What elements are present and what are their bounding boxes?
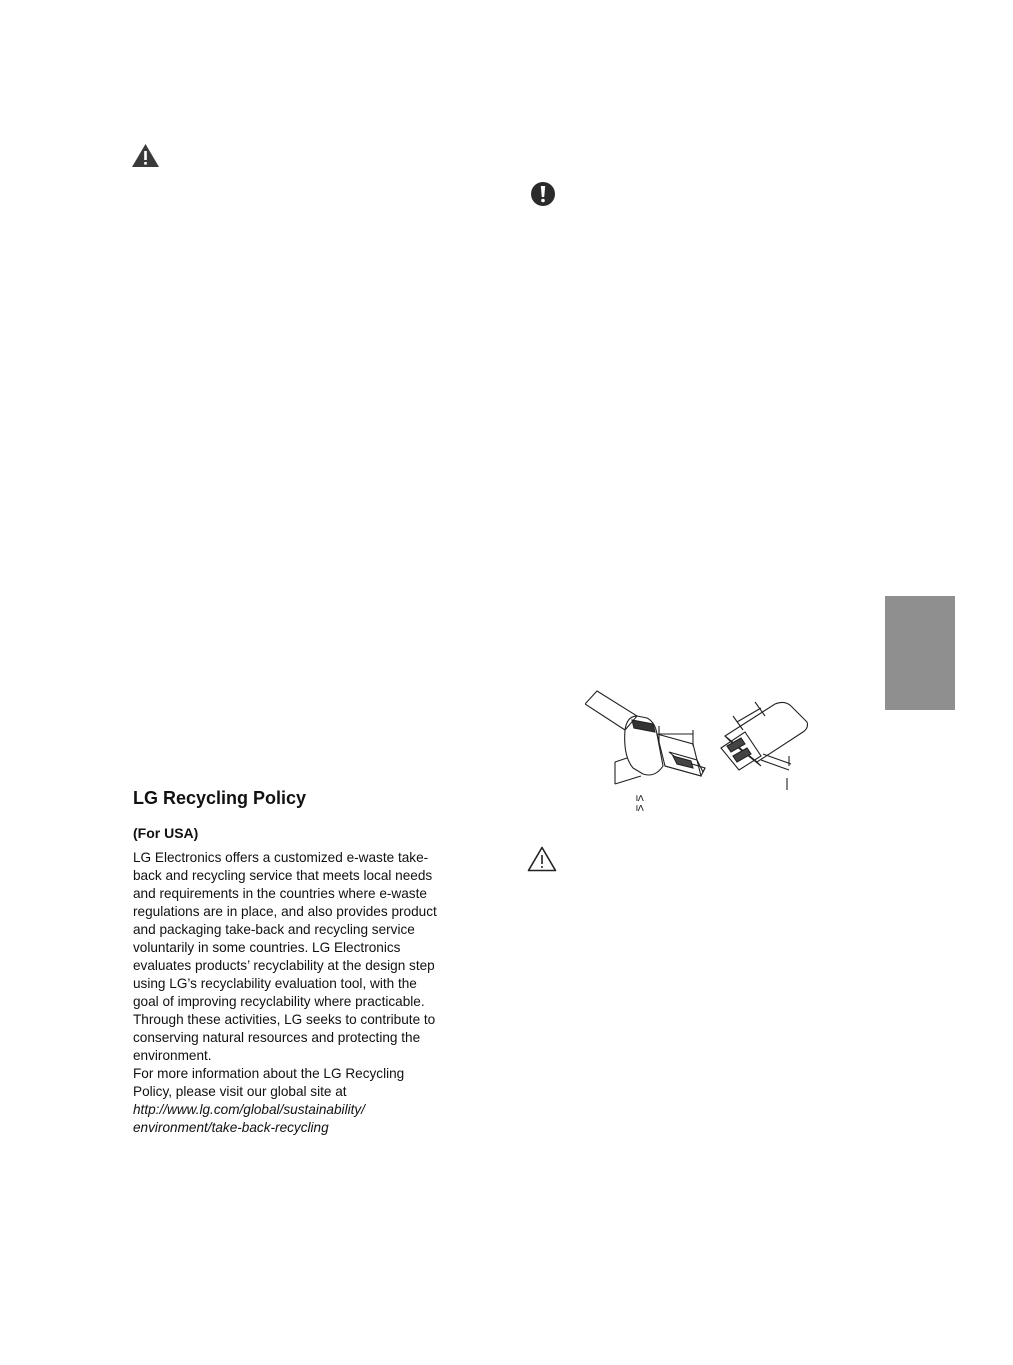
caution-icon	[527, 846, 557, 872]
paragraph-line: For more information about the LG Recycling	[133, 1066, 405, 1081]
exclamation-circle-icon	[530, 181, 556, 207]
dimension-symbols: ≤ ≤	[633, 794, 648, 812]
warning-icon	[131, 143, 160, 168]
paragraph-line: back and recycling service that meets local needs	[133, 868, 433, 883]
connector-illustration	[585, 686, 815, 796]
paragraph-line: and requirements in the countries where e-waste	[133, 886, 427, 901]
paragraph-line: goal of improving recyclability where practicable.	[133, 994, 425, 1009]
section-heading: LG Recycling Policy	[133, 788, 307, 808]
paragraph-line: voluntarily in some countries. LG Electronics	[133, 940, 401, 955]
paragraph-line: Policy, please visit our global site at	[133, 1084, 347, 1099]
policy-paragraph	[133, 849, 478, 1137]
paragraph-line: and packaging take-back and recycling service	[133, 922, 415, 937]
paragraph-line: evaluates products’ recyclability at the design step	[133, 958, 435, 973]
policy-link[interactable]: http://www.lg.com/global/sustainability/	[133, 1102, 365, 1117]
paragraph-line: environment.	[133, 1048, 212, 1063]
paragraph-line: LG Electronics offers a customized e-waste take-	[133, 850, 429, 865]
policy-link[interactable]: environment/take-back-recycling	[133, 1120, 329, 1135]
side-tab	[885, 596, 955, 710]
paragraph-line: conserving natural resources and protecting the	[133, 1030, 421, 1045]
section-subheading: (For USA)	[133, 825, 199, 841]
paragraph-line: Through these activities, LG seeks to contribute to	[133, 1012, 436, 1027]
paragraph-line: using LG’s recyclability evaluation tool, with the	[133, 976, 417, 991]
paragraph-line: regulations are in place, and also provides product	[133, 904, 437, 919]
